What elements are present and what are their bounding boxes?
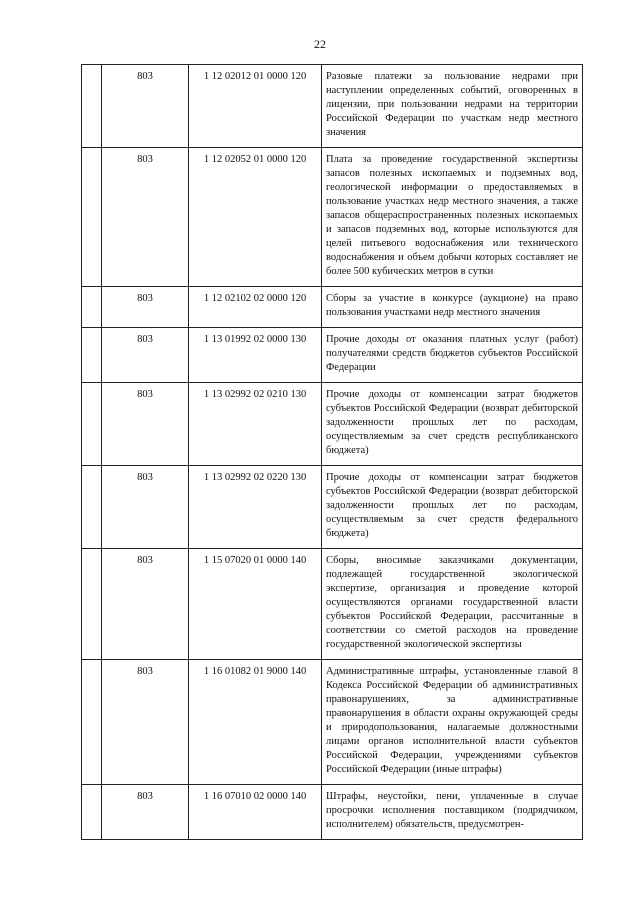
blank-cell [82, 328, 102, 383]
revenue-codes-table [81, 64, 583, 840]
table-row [82, 328, 583, 383]
description-cell: Плата за проведение государственной экспертизы запасов полезных ископаемых и подземных вод, геологической информации о предоставляемых в пользование участках недр местного значения, а также запасов общераспространенных полезных ископаемых и запасов подземных вод, которые используются для целей питьевого водоснабжения или технического водоснабжения и объем добычи которых составляет не более 500 кубических метров в сутки [322, 148, 583, 287]
admin-code-cell: 803 [102, 328, 189, 383]
admin-code-cell: 803 [102, 466, 189, 549]
revenue-code-cell: 1 12 02012 01 0000 120 [189, 65, 322, 148]
description-cell: Разовые платежи за пользование недрами при наступлении определенных событий, оговоренных в лицензии, при пользовании недрами на территории Российской Федерации по участкам недр местного значения [322, 65, 583, 148]
description-cell: Сборы, вносимые заказчиками документации, подлежащей государственной экологической экспертизе, организация и проведение которой осуществляются органами государственной власти субъектов Российской Федерации, рассчитанные в соответствии со сметой расходов на проведение государственной экологической экспертизы [322, 549, 583, 660]
blank-cell [82, 660, 102, 785]
admin-code-cell: 803 [102, 660, 189, 785]
description-cell: Штрафы, неустойки, пени, уплаченные в случае просрочки исполнения поставщиком (подрядчиком, исполнителем) обязательств, предусмотрен- [322, 785, 583, 840]
table-row [82, 383, 583, 466]
description-cell: Прочие доходы от компенсации затрат бюджетов субъектов Российской Федерации (возврат дебиторской задолженности прошлых лет по расходам, осуществляемым за счет средств республиканского бюджета) [322, 383, 583, 466]
blank-cell [82, 383, 102, 466]
blank-cell [82, 148, 102, 287]
revenue-code-cell: 1 16 01082 01 9000 140 [189, 660, 322, 785]
blank-cell [82, 287, 102, 328]
description-cell: Административные штрафы, установленные главой 8 Кодекса Российской Федерации об административных правонарушениях, за административные правонарушения в области охраны окружающей среды и природопользования, налагаемые должностными лицами органов исполнительной власти субъектов Российской Федерации, учреждениями субъектов Российской Федерации (иные штрафы) [322, 660, 583, 785]
table-row [82, 466, 583, 549]
revenue-code-cell: 1 13 01992 02 0000 130 [189, 328, 322, 383]
description-cell: Сборы за участие в конкурсе (аукционе) на право пользования участками недр местного значения [322, 287, 583, 328]
revenue-code-cell: 1 13 02992 02 0220 130 [189, 466, 322, 549]
revenue-code-cell: 1 16 07010 02 0000 140 [189, 785, 322, 840]
table-row [82, 148, 583, 287]
description-cell: Прочие доходы от оказания платных услуг (работ) получателями средств бюджетов субъектов Российской Федерации [322, 328, 583, 383]
table-row [82, 549, 583, 660]
revenue-code-cell: 1 13 02992 02 0210 130 [189, 383, 322, 466]
blank-cell [82, 65, 102, 148]
page-number: 22 [314, 37, 326, 51]
admin-code-cell: 803 [102, 287, 189, 328]
blank-cell [82, 785, 102, 840]
table-row [82, 65, 583, 148]
description-cell: Прочие доходы от компенсации затрат бюджетов субъектов Российской Федерации (возврат дебиторской задолженности прошлых лет по расходам, осуществляемым за счет средств федерального бюджета) [322, 466, 583, 549]
revenue-code-cell: 1 12 02052 01 0000 120 [189, 148, 322, 287]
admin-code-cell: 803 [102, 383, 189, 466]
admin-code-cell: 803 [102, 148, 189, 287]
table-row [82, 785, 583, 840]
revenue-code-cell: 1 12 02102 02 0000 120 [189, 287, 322, 328]
admin-code-cell: 803 [102, 785, 189, 840]
blank-cell [82, 549, 102, 660]
revenue-code-cell: 1 15 07020 01 0000 140 [189, 549, 322, 660]
admin-code-cell: 803 [102, 549, 189, 660]
table-row [82, 287, 583, 328]
table-row [82, 660, 583, 785]
blank-cell [82, 466, 102, 549]
admin-code-cell: 803 [102, 65, 189, 148]
